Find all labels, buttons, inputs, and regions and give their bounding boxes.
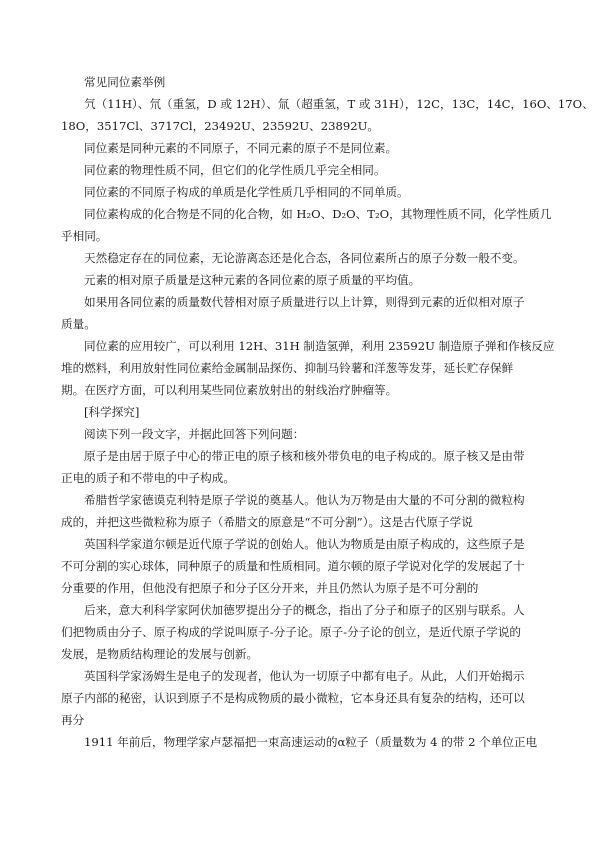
text-line: 常见同位素举例	[84, 75, 166, 89]
text-line: 元素的相对原子质量是这种元素的各同位素的原子质量的平均值。	[84, 273, 421, 287]
text-line: 成的，并把这些微粒称为原子（希腊文的原意是“不可分割”）。这是古代原子学说	[61, 515, 473, 529]
text-line: 阅读下列一段文字，并据此回答下列问题：	[84, 427, 305, 441]
text-line: 分重要的作用，但他没有把原子和分子区分开来，并且仍然认为原子是不可分割的	[61, 581, 479, 595]
text-line: 英国科学家道尔顿是近代原子学说的创始人。他认为物质是由原子构成的，这些原子是	[84, 537, 525, 551]
text-line: 发展，是物质结构理论的发展与创新。	[61, 647, 259, 661]
text-line: 乎相同。	[61, 229, 108, 243]
text-line: 原子是由居于原子中心的带正电的原子核和核外带负电的电子构成的。原子核又是由带	[84, 449, 525, 463]
text-line: 英国科学家汤姆生是电子的发现者，他认为一切原子中都有电子。从此，人们开始揭示	[84, 669, 525, 683]
text-line: 堆的燃料，利用放射性同位素给金属制品探伤、抑制马铃薯和洋葱等发芽，延长贮存保鲜	[61, 361, 514, 375]
text-line: 同位素构成的化合物是不同的化合物，如 H₂O、D₂O、T₂O，其物理性质不同，化学性质几	[84, 207, 552, 221]
text-line: 同位素的应用较广，可以利用 12H、31H 制造氢弹，利用 23592U 制造原子弹和作核反应	[84, 339, 555, 353]
text-line: 同位素的不同原子构成的单质是化学性质几乎相同的不同单质。	[84, 185, 409, 199]
text-line: 不可分割的实心球体，同种原子的质量和性质相同。道尔顿的原子学说对化学的发展起了十	[61, 559, 525, 573]
text-line: 质量。	[61, 317, 96, 331]
text-line: 期。在医疗方面，可以利用某些同位素放射出的射线治疗肿瘤等。	[61, 383, 398, 397]
text-line: 1911 年前后，物理学家卢瑟福把一束高速运动的α粒子（质量数为 4 的带 2 个单位正电	[84, 735, 538, 749]
text-line: 18O，3517Cl、3717Cl，23492U、23592U、23892U。	[61, 119, 379, 133]
text-line: 同位素的物理性质不同，但它们的化学性质几乎完全相同。	[84, 163, 386, 177]
text-line: 再分	[61, 713, 85, 727]
text-line: 如果用各同位素的质量数代替相对原子质量进行以上计算，则得到元素的近似相对原子	[84, 295, 525, 309]
text-line: [科学探究]	[84, 405, 140, 419]
text-line: 正电的质子和不带电的中子构成。	[61, 471, 235, 485]
text-line: 同位素是同种元素的不同原子，不同元素的原子不是同位素。	[84, 141, 398, 155]
text-line: 们把物质由分子、原子构成的学说叫原子-分子论。原子-分子论的创立，是近代原子学说的	[61, 625, 521, 639]
text-line: 原子内部的秘密，认识到原子不是构成物质的最小微粒，它本身还具有复杂的结构，还可以	[61, 691, 525, 705]
text-line: 氕（11H）、氘（重氢，D 或 12H）、氚（超重氢，T 或 31H），12C，13C，14C，16O、17O、	[84, 97, 594, 111]
text-line: 后来，意大利科学家阿伏加德罗提出分子的概念，指出了分子和原子的区别与联系。人	[84, 603, 525, 617]
text-line: 希腊哲学家德谟克利特是原子学说的奠基人。他认为万物是由大量的不可分割的微粒构	[84, 493, 525, 507]
document-body	[61, 71, 594, 753]
text-line: 天然稳定存在的同位素，无论游离态还是化合态，各同位素所占的原子分数一般不变。	[84, 251, 525, 265]
